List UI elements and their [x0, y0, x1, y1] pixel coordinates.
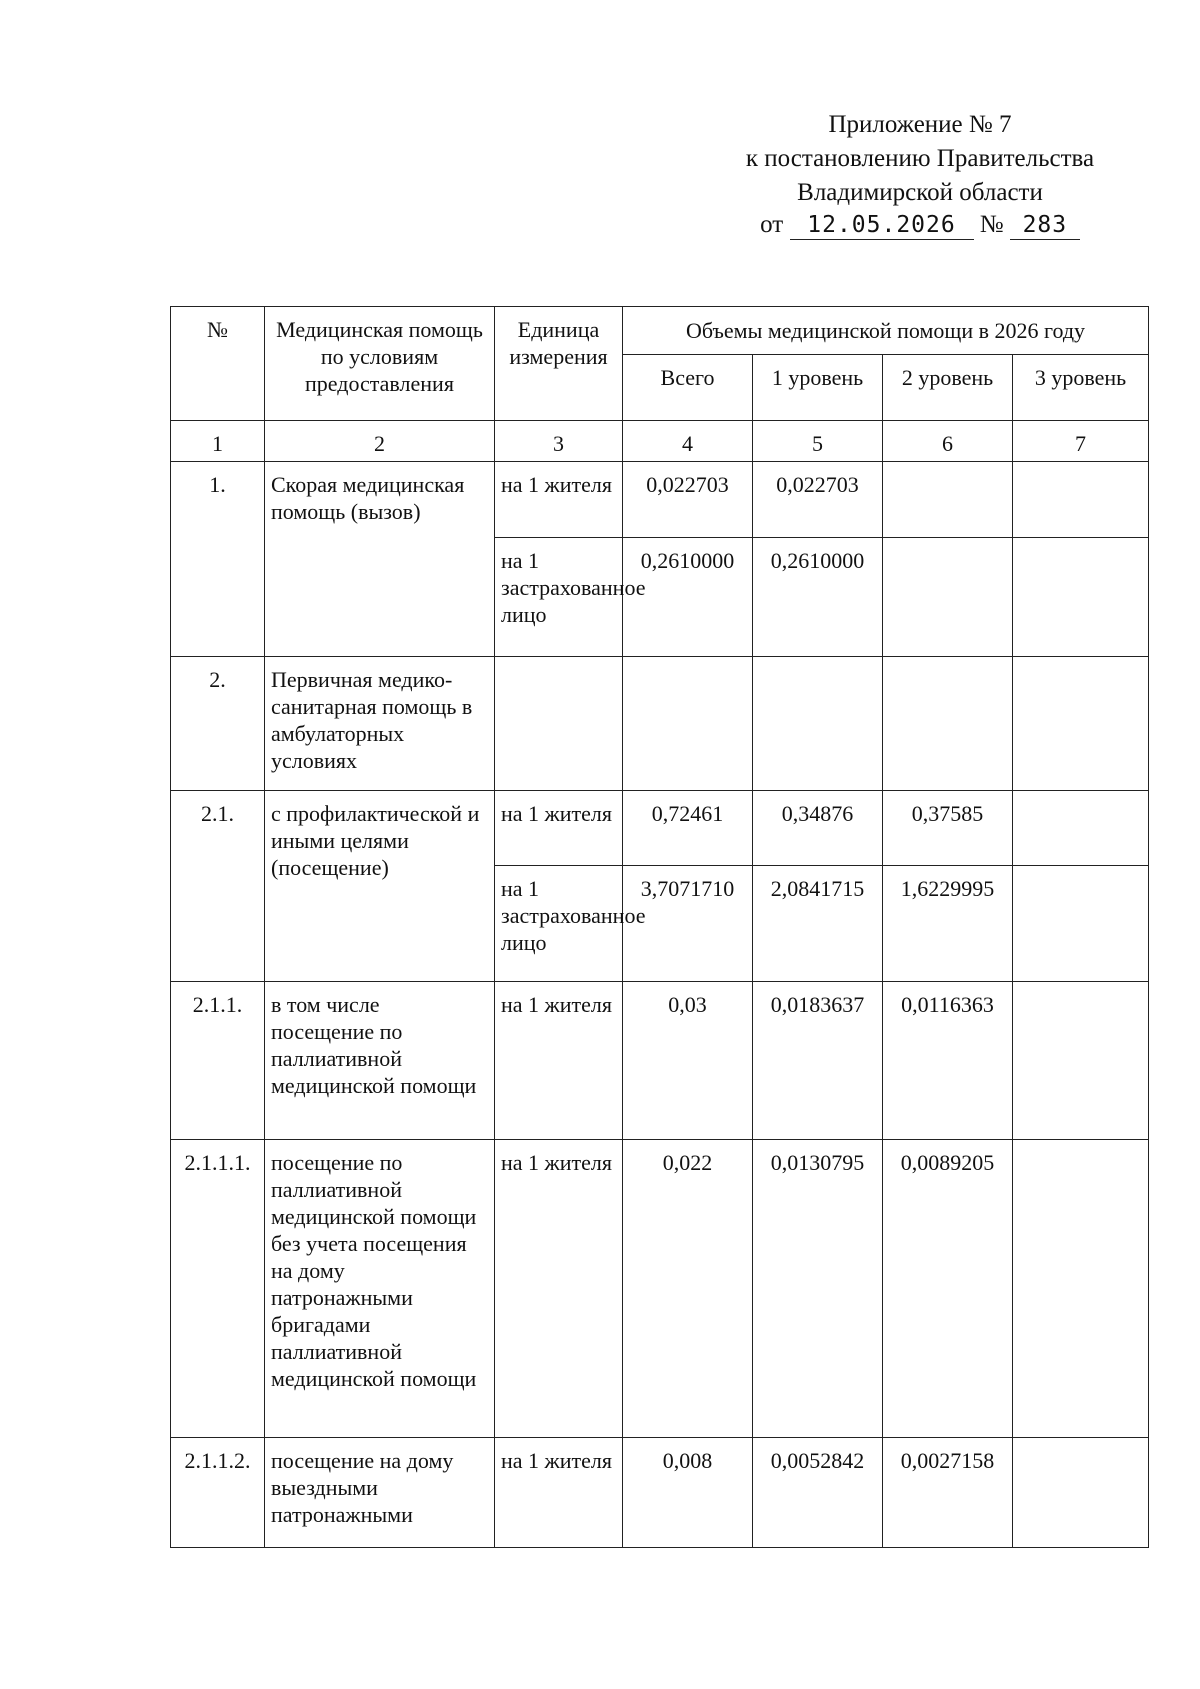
- row-level-2: 1,6229995: [883, 866, 1013, 982]
- row-total: 0,008: [623, 1438, 753, 1548]
- number-prefix: №: [979, 211, 1004, 238]
- date-prefix: от: [760, 211, 784, 238]
- row-unit: на 1 жителя: [495, 791, 623, 866]
- column-index: 7: [1013, 421, 1149, 462]
- row-care-type: в том числе посещение по паллиативной медицинской помощи: [265, 982, 495, 1140]
- row-unit: на 1 жителя: [495, 462, 623, 538]
- row-level-1: 0,022703: [753, 462, 883, 538]
- row-unit: на 1 застрахованное лицо: [495, 866, 623, 982]
- header-level-2: 2 уровень: [883, 355, 1013, 421]
- row-total: 0,022: [623, 1140, 753, 1438]
- column-index: 2: [265, 421, 495, 462]
- column-index: 3: [495, 421, 623, 462]
- row-total: 3,7071710: [623, 866, 753, 982]
- row-level-3: [1013, 462, 1149, 538]
- row-total: 0,022703: [623, 462, 753, 538]
- header-unit: Единица измерения: [495, 307, 623, 421]
- row-unit: [495, 657, 623, 791]
- row-care-type: посещение по паллиативной медицинской помощи без учета посещения на дому патронажными бригадами паллиативной медицинской помощи: [265, 1140, 495, 1438]
- registration-line: [700, 208, 1140, 242]
- row-level-1: [753, 657, 883, 791]
- row-level-3: [1013, 866, 1149, 982]
- table-row: [171, 791, 1149, 866]
- appendix-subtitle: к постановлению Правительства: [745, 145, 1095, 172]
- row-care-type: посещение на дому выездными патронажными: [265, 1438, 495, 1548]
- row-unit: на 1 жителя: [495, 982, 623, 1140]
- table-row: [171, 1438, 1149, 1548]
- row-level-1: 0,0052842: [753, 1438, 883, 1548]
- row-number: 2.1.: [171, 791, 265, 982]
- row-level-2: 0,0027158: [883, 1438, 1013, 1548]
- header-level-3: 3 уровень: [1013, 355, 1149, 421]
- header-number: №: [171, 307, 265, 421]
- row-care-type: Первичная медико-санитарная помощь в амбулаторных условиях: [265, 657, 495, 791]
- column-index: 1: [171, 421, 265, 462]
- table-row: [171, 1140, 1149, 1438]
- row-number: 2.: [171, 657, 265, 791]
- registration-date: 12.05.2026: [790, 211, 974, 240]
- document-heading: [700, 108, 1140, 242]
- row-level-3: [1013, 657, 1149, 791]
- header-row-top: [171, 307, 1149, 355]
- column-index-row: [171, 421, 1149, 462]
- header-care-type: Медицинская помощь по условиям предоставления: [265, 307, 495, 421]
- row-total: 0,03: [623, 982, 753, 1140]
- row-level-3: [1013, 982, 1149, 1140]
- row-level-3: [1013, 1438, 1149, 1548]
- row-unit: на 1 застрахованное лицо: [495, 538, 623, 657]
- medical-care-volumes-table: [170, 306, 1149, 1548]
- header-volumes-group: Объемы медицинской помощи в 2026 году: [623, 307, 1149, 355]
- row-total: [623, 657, 753, 791]
- row-level-2: 0,37585: [883, 791, 1013, 866]
- table-row: [171, 982, 1149, 1140]
- row-level-2: [883, 657, 1013, 791]
- column-index: 4: [623, 421, 753, 462]
- row-level-1: 0,34876: [753, 791, 883, 866]
- registration-number: 283: [1010, 211, 1080, 240]
- row-level-1: 2,0841715: [753, 866, 883, 982]
- row-level-1: 0,2610000: [753, 538, 883, 657]
- column-index: 5: [753, 421, 883, 462]
- header-total: Всего: [623, 355, 753, 421]
- row-total: 0,72461: [623, 791, 753, 866]
- row-care-type: с профилактической и иными целями (посещение): [265, 791, 495, 982]
- row-level-3: [1013, 538, 1149, 657]
- row-unit: на 1 жителя: [495, 1438, 623, 1548]
- row-number: 2.1.1.1.: [171, 1140, 265, 1438]
- header-level-1: 1 уровень: [753, 355, 883, 421]
- table-row: [171, 462, 1149, 538]
- row-number: 1.: [171, 462, 265, 657]
- row-level-3: [1013, 791, 1149, 866]
- row-level-2: [883, 462, 1013, 538]
- appendix-region: Владимирской области: [797, 179, 1043, 206]
- table-row: [171, 657, 1149, 791]
- row-unit: на 1 жителя: [495, 1140, 623, 1438]
- row-number: 2.1.1.: [171, 982, 265, 1140]
- row-level-2: [883, 538, 1013, 657]
- row-level-2: 0,0089205: [883, 1140, 1013, 1438]
- appendix-title: Приложение № 7: [828, 111, 1012, 138]
- row-number: 2.1.1.2.: [171, 1438, 265, 1548]
- row-care-type: Скорая медицинская помощь (вызов): [265, 462, 495, 657]
- row-total: 0,2610000: [623, 538, 753, 657]
- row-level-2: 0,0116363: [883, 982, 1013, 1140]
- column-index: 6: [883, 421, 1013, 462]
- row-level-1: 0,0183637: [753, 982, 883, 1140]
- row-level-1: 0,0130795: [753, 1140, 883, 1438]
- row-level-3: [1013, 1140, 1149, 1438]
